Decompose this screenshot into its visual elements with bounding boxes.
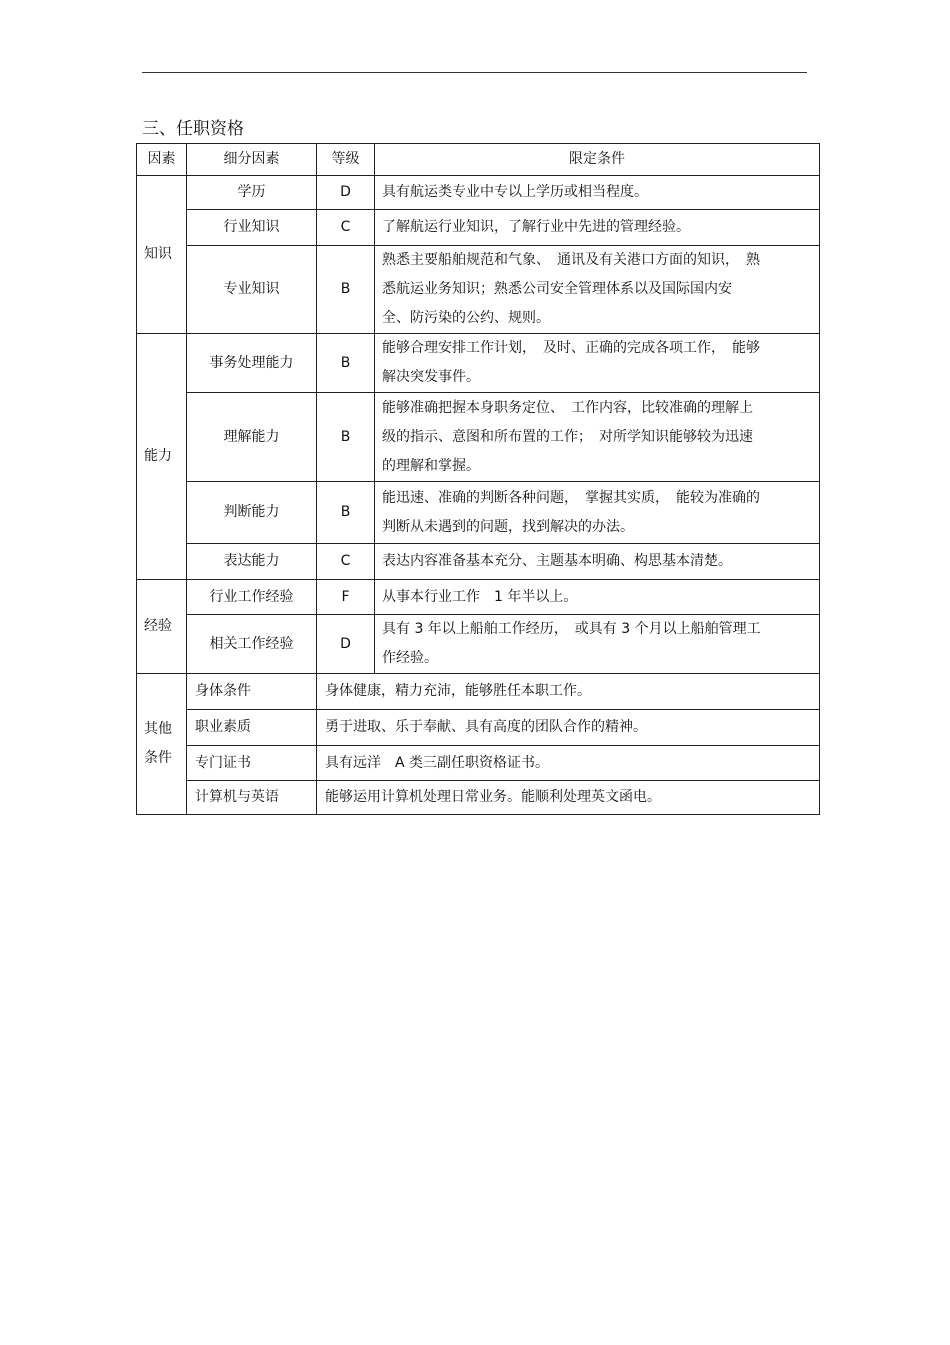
grade: B	[317, 393, 375, 482]
sub-factor: 职业素质	[187, 710, 317, 746]
condition: 能够运用计算机处理日常业务。能顺利处理英文函电。	[317, 781, 820, 815]
condition: 具有 3 年以上船舶工作经历， 或具有 3 个月以上船舶管理工 作经验。	[375, 615, 820, 674]
qualification-table	[136, 143, 820, 815]
table-row	[137, 246, 820, 334]
table-row	[137, 210, 820, 246]
table-row	[137, 746, 820, 781]
grade: D	[317, 615, 375, 674]
table-row	[137, 674, 820, 710]
grade: D	[317, 176, 375, 210]
sub-factor: 计算机与英语	[187, 781, 317, 815]
category-ability: 能力	[137, 334, 187, 580]
table-row	[137, 710, 820, 746]
header-rule	[142, 72, 807, 73]
condition: 熟悉主要船舶规范和气象、 通讯及有关港口方面的知识， 熟 悉航运业务知识；熟悉公司安全管理体系以及国际国内安 全、防污染的公约、规则。	[375, 246, 820, 334]
sub-factor: 学历	[187, 176, 317, 210]
header-row	[137, 144, 820, 176]
grade: B	[317, 482, 375, 544]
sub-factor: 专门证书	[187, 746, 317, 781]
condition: 表达内容准备基本充分、主题基本明确、构思基本清楚。	[375, 544, 820, 580]
category-knowledge: 知识	[137, 176, 187, 334]
sub-factor: 行业工作经验	[187, 580, 317, 615]
sub-factor: 理解能力	[187, 393, 317, 482]
table-row	[137, 544, 820, 580]
table-row	[137, 176, 820, 210]
sub-factor: 表达能力	[187, 544, 317, 580]
section-title: 三、任职资格	[142, 119, 244, 139]
grade: B	[317, 334, 375, 393]
condition: 勇于进取、乐于奉献、具有高度的团队合作的精神。	[317, 710, 820, 746]
header-factor: 因素	[137, 144, 187, 176]
category-experience: 经验	[137, 580, 187, 674]
sub-factor: 相关工作经验	[187, 615, 317, 674]
table-row	[137, 580, 820, 615]
sub-factor: 专业知识	[187, 246, 317, 334]
category-other: 其他 条件	[137, 674, 187, 815]
sub-factor: 判断能力	[187, 482, 317, 544]
grade: C	[317, 544, 375, 580]
table-row	[137, 781, 820, 815]
header-sub-factor: 细分因素	[187, 144, 317, 176]
condition: 具有航运类专业中专以上学历或相当程度。	[375, 176, 820, 210]
sub-factor: 行业知识	[187, 210, 317, 246]
header-grade: 等级	[317, 144, 375, 176]
condition: 能迅速、准确的判断各种问题， 掌握其实质， 能较为准确的 判断从未遇到的问题，找到解决的办法。	[375, 482, 820, 544]
condition: 能够合理安排工作计划， 及时、正确的完成各项工作， 能够 解决突发事件。	[375, 334, 820, 393]
header-condition: 限定条件	[375, 144, 820, 176]
grade: F	[317, 580, 375, 615]
condition: 身体健康，精力充沛，能够胜任本职工作。	[317, 674, 820, 710]
table-row	[137, 615, 820, 674]
condition: 从事本行业工作 1 年半以上。	[375, 580, 820, 615]
sub-factor: 身体条件	[187, 674, 317, 710]
sub-factor: 事务处理能力	[187, 334, 317, 393]
table-row	[137, 334, 820, 393]
table-row	[137, 393, 820, 482]
condition: 了解航运行业知识，了解行业中先进的管理经验。	[375, 210, 820, 246]
grade: B	[317, 246, 375, 334]
grade: C	[317, 210, 375, 246]
condition: 具有远洋 A 类三副任职资格证书。	[317, 746, 820, 781]
table-row	[137, 482, 820, 544]
condition: 能够准确把握本身职务定位、 工作内容，比较准确的理解上 级的指示、意图和所布置的工作； 对所学知识能够较为迅速 的理解和掌握。	[375, 393, 820, 482]
